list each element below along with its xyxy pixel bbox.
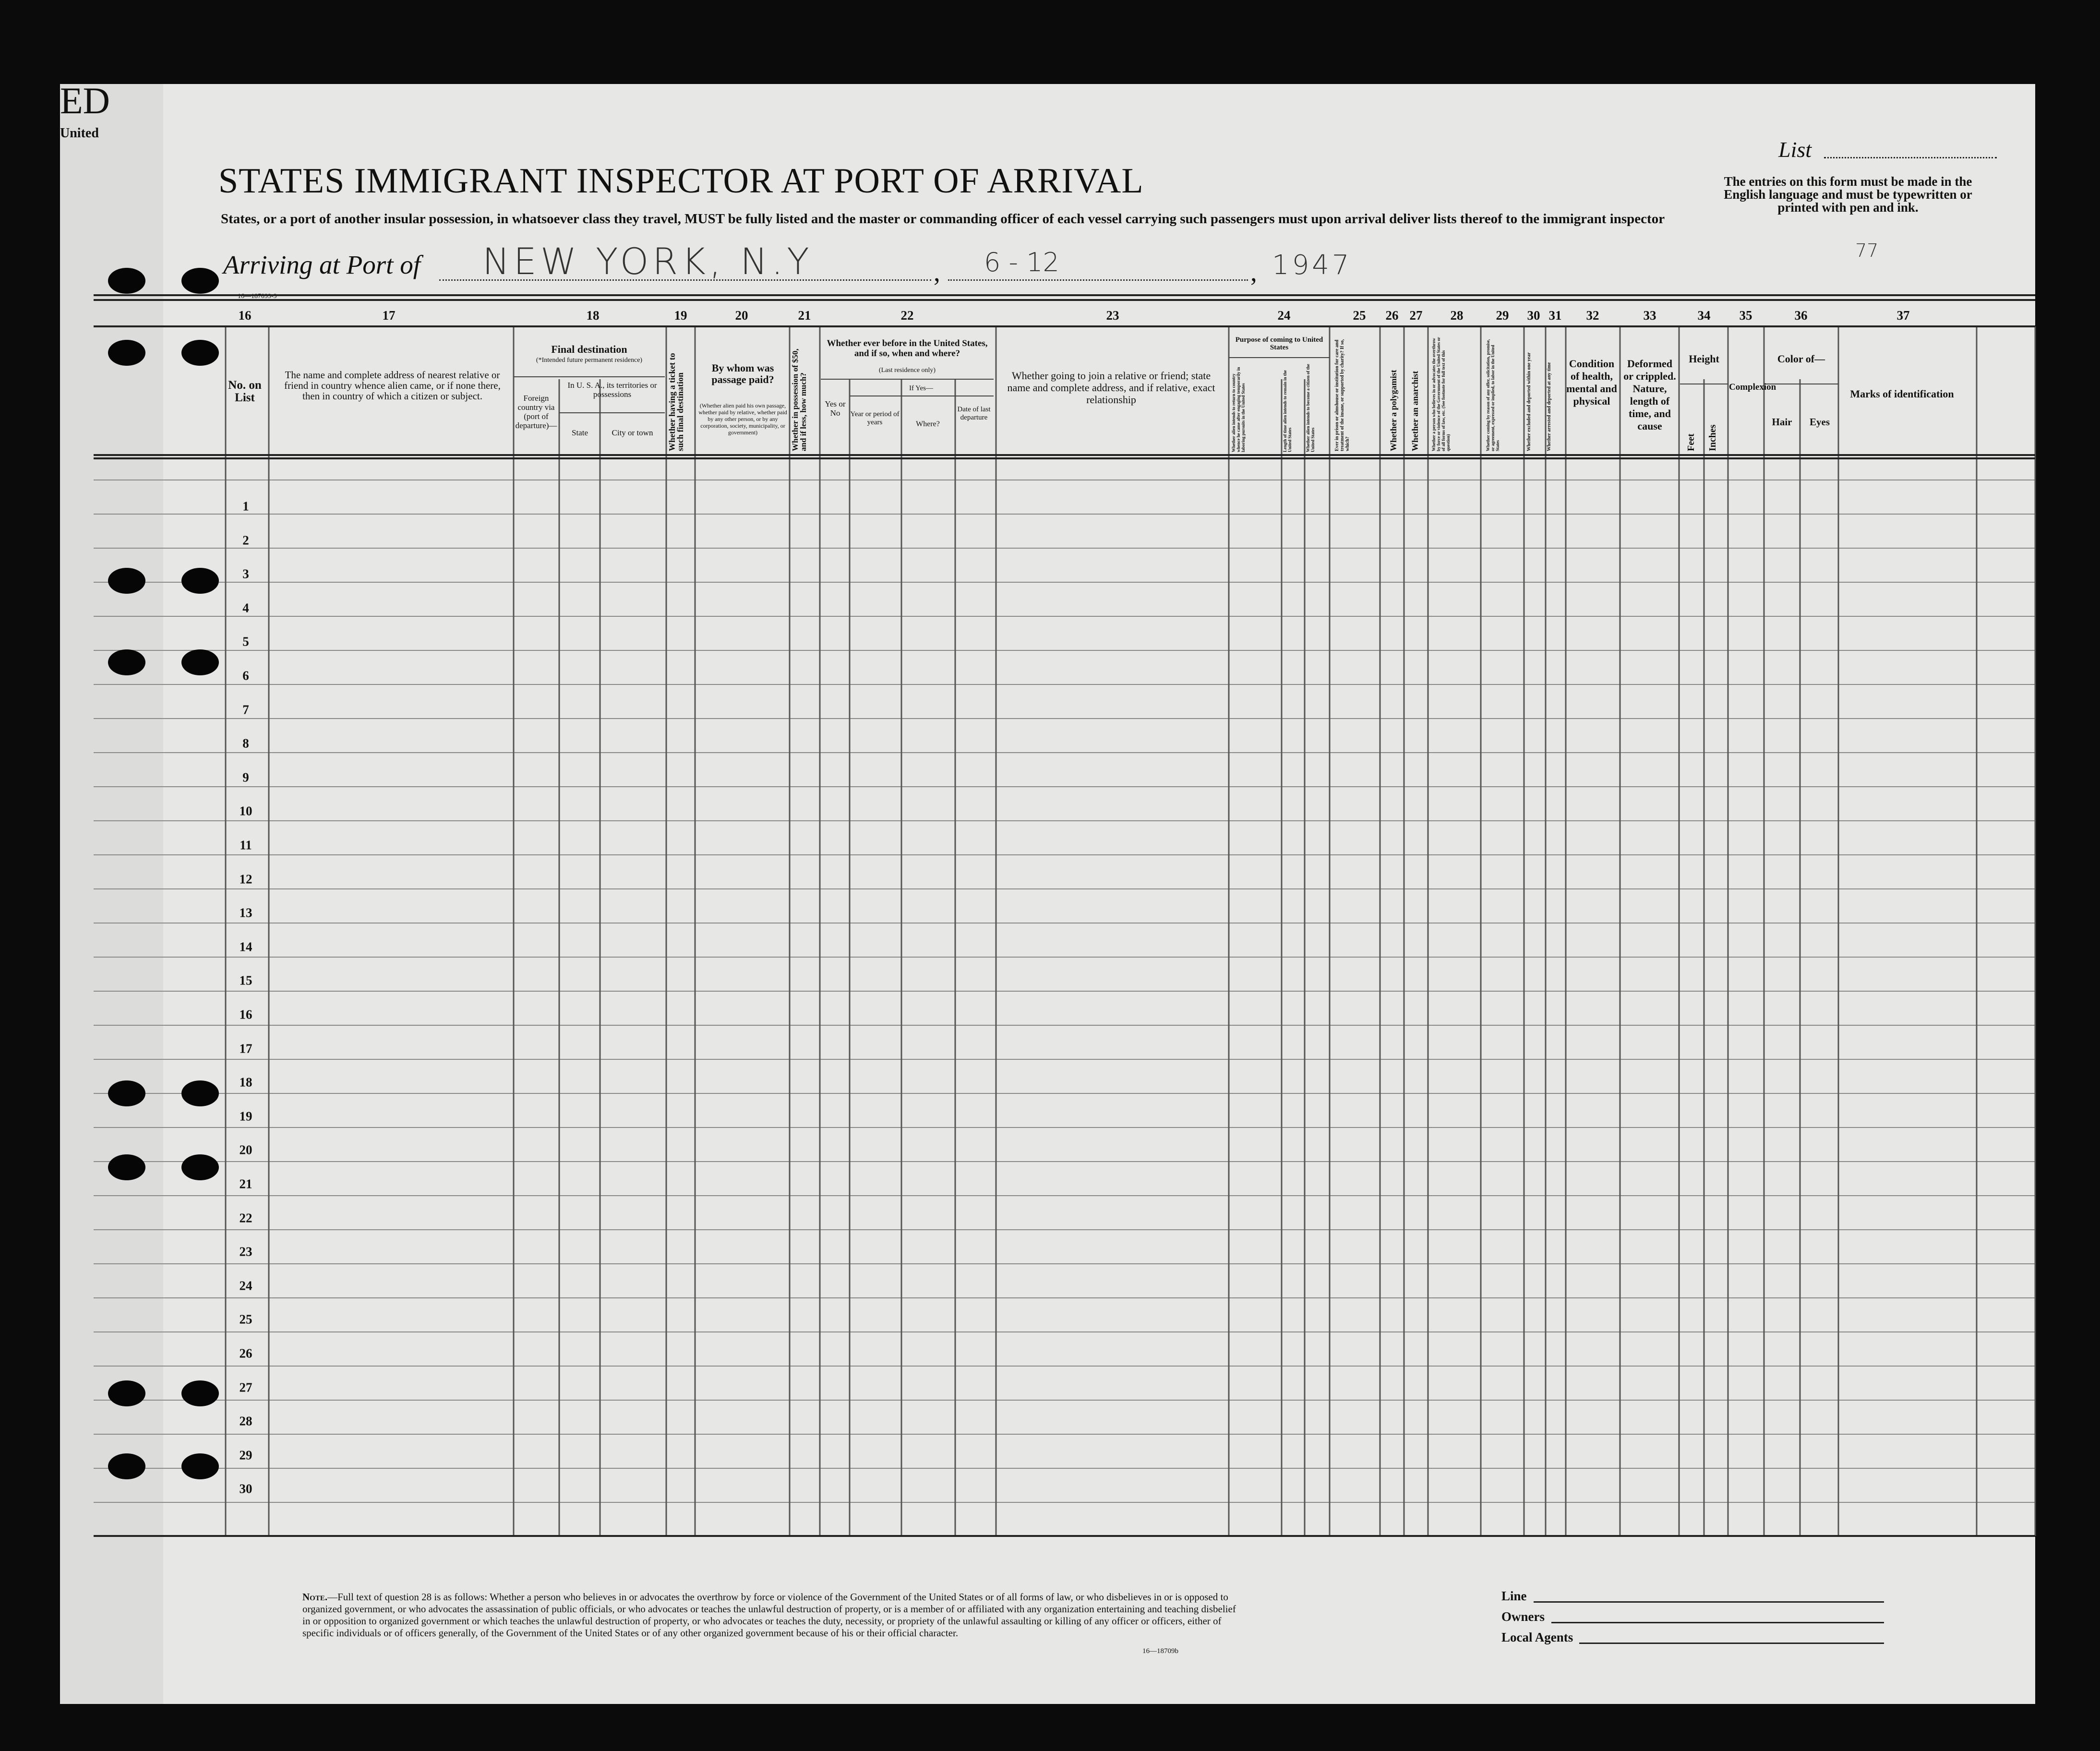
row-number: 6 — [242, 668, 249, 683]
row-number: 20 — [239, 1142, 252, 1157]
c22-date-header: Date of last departure — [957, 406, 991, 421]
row-number: 23 — [239, 1244, 252, 1259]
c24a-header: Whether alien intends to return to country whence he came after engaging temporarily in laboring pursuits in the United States — [1231, 367, 1246, 452]
c24-title: Purpose of coming to United States — [1235, 336, 1323, 351]
partial-heading-left: ED — [60, 80, 110, 121]
column-number-33: 33 — [1643, 308, 1656, 323]
c30-header: Whether excluded and deported within one year — [1526, 352, 1532, 451]
c35-header: Complexion — [1729, 382, 1776, 392]
c21-header: Whether in possession of $50, and if less, how much? — [791, 348, 808, 451]
column-number-34: 34 — [1697, 308, 1711, 323]
column-number-25: 25 — [1353, 308, 1366, 323]
c22-ifyes: If Yes— — [909, 384, 933, 392]
row-number: 7 — [242, 702, 249, 717]
c34-feet-header: Feet — [1686, 433, 1696, 451]
owners-signature-line — [1551, 1622, 1884, 1623]
c19-header: Whether having a ticket to such final destination — [667, 353, 685, 451]
c22-year-header: Year or period of years — [850, 410, 900, 426]
punch-hole — [181, 1154, 219, 1180]
punch-hole — [181, 1080, 219, 1106]
comma-2: , — [1250, 257, 1257, 287]
c25-header: Ever in prison or almshouse or institution for care and treatment of the insane, or supported by charity? If so, which? — [1334, 339, 1350, 451]
row-number: 15 — [239, 973, 252, 988]
row-number: 22 — [239, 1211, 252, 1225]
row-number: 14 — [239, 939, 252, 954]
c22-yesno-header: Yes or No — [825, 399, 846, 418]
row-number: 16 — [239, 1007, 252, 1022]
c37-header: Marks of identification — [1850, 388, 1954, 400]
row-number: 11 — [240, 838, 252, 852]
form-code-top: 16—187099-9 — [238, 293, 277, 300]
row-number: 27 — [239, 1380, 252, 1395]
row-number: 2 — [242, 533, 249, 548]
row-number: 8 — [242, 736, 249, 751]
punch-hole — [108, 1453, 145, 1479]
form-title: STATES IMMIGRANT INSPECTOR AT PORT OF ARRIVAL — [218, 161, 1144, 201]
c28-header: Whether a person who believes in or advocates the overthrow by force or violence of the Government of the United States or of all forms of law, etc. (See footnote for full text of this question) — [1431, 337, 1451, 451]
column-number-24: 24 — [1277, 308, 1291, 323]
column-number-29: 29 — [1496, 308, 1509, 323]
column-number-17: 17 — [382, 308, 396, 323]
row-number: 30 — [239, 1481, 252, 1496]
row-number: 5 — [242, 634, 249, 649]
row-number: 18 — [239, 1075, 252, 1090]
punch-hole — [181, 1453, 219, 1479]
c29-header: Whether coming by reason of any offer, solicitation, promise, or agreement, expressed or implied, to labor in the United States — [1486, 339, 1500, 451]
agents-signature-line — [1579, 1643, 1884, 1644]
punch-hole — [181, 268, 219, 294]
row-number: 28 — [239, 1414, 252, 1428]
c34-inches-header: Inches — [1707, 424, 1718, 451]
column-number-18: 18 — [586, 308, 600, 323]
c18-subtitle: (*Intended future permanent residence) — [536, 357, 643, 364]
c24b-header: Length of time alien intends to remain in the United States — [1283, 370, 1292, 452]
year-value: 1947 — [1272, 250, 1352, 281]
c18-title: Final destination — [551, 343, 627, 355]
row-number: 1 — [242, 499, 249, 514]
column-number-26: 26 — [1385, 308, 1399, 323]
partial-subheading-left: United — [60, 126, 99, 141]
column-number-31: 31 — [1548, 308, 1562, 323]
c20-title: By whom was passage paid? — [711, 362, 774, 385]
date-value: 6 - 12 — [984, 247, 1059, 277]
c18-city-header: City or town — [612, 428, 653, 437]
punch-hole — [108, 1154, 145, 1180]
c18-state-header: State — [572, 428, 588, 437]
port-value: NEW YORK, N.Y — [482, 240, 813, 283]
row-number: 3 — [242, 566, 249, 581]
c18-usa-header: In U. S. A., its territories or possessions — [567, 381, 657, 399]
c18-foreign-header: Foreign country via (port of departure)— — [515, 394, 557, 430]
local-agents-label: Local Agents — [1501, 1630, 1573, 1644]
punch-hole — [181, 568, 219, 594]
punch-hole — [108, 268, 145, 294]
column-number-30: 30 — [1527, 308, 1540, 323]
column-number-20: 20 — [735, 308, 748, 323]
row-number: 19 — [239, 1109, 252, 1124]
comma-1: , — [934, 257, 940, 287]
c36-eyes-header: Eyes — [1810, 416, 1830, 428]
column-number-32: 32 — [1586, 308, 1599, 323]
c31-header: Whether arrested and deported at any time — [1547, 362, 1552, 451]
list-label: List — [1778, 137, 1812, 162]
c20-note: (Whether alien paid his own passage, whether paid by relative, whether paid by any other person, or by any corporation, society, municipality, or government) — [698, 402, 787, 436]
row-number: 29 — [239, 1448, 252, 1463]
c22-where-header: Where? — [916, 420, 940, 428]
c27-header: Whether an anarchist — [1410, 371, 1420, 451]
corner-mark: 77 — [1855, 240, 1879, 261]
column-number-19: 19 — [674, 308, 687, 323]
column-number-21: 21 — [798, 308, 811, 323]
c26-header: Whether a polygamist — [1389, 370, 1398, 451]
column-number-37: 37 — [1896, 308, 1910, 323]
c16-header: No. on List — [228, 379, 262, 404]
row-number: 12 — [239, 872, 252, 887]
column-number-28: 28 — [1450, 308, 1464, 323]
column-number-22: 22 — [900, 308, 914, 323]
punch-hole — [181, 649, 219, 675]
footnote — [302, 1591, 1238, 1639]
column-number-23: 23 — [1106, 308, 1119, 323]
c23-header: Whether going to join a relative or friend; state name and complete address, and if relative, exact relationship — [1007, 370, 1215, 406]
footnote-label: Note. — [302, 1591, 328, 1603]
column-number-36: 36 — [1794, 308, 1808, 323]
punch-hole — [108, 340, 145, 366]
form-number: 16—18709b — [1142, 1647, 1178, 1655]
row-number: 13 — [239, 905, 252, 920]
punch-hole — [108, 568, 145, 594]
c17-header: The name and complete address of nearest relative or friend in country whence alien came, or if none there, then in country of which a citizen or subject. — [284, 369, 501, 402]
row-number: 24 — [239, 1278, 252, 1293]
column-number-27: 27 — [1409, 308, 1423, 323]
punch-hole — [181, 340, 219, 366]
owners-label: Owners — [1501, 1609, 1545, 1624]
c22-title: Whether ever before in the United States, and if so, when and where? — [827, 338, 988, 359]
c33-header: Deformed or crippled. Nature, length of time, and cause — [1623, 358, 1676, 432]
line-signature-line — [1534, 1601, 1884, 1603]
c36-hair-header: Hair — [1772, 416, 1792, 428]
row-number: 25 — [239, 1312, 252, 1327]
row-number: 9 — [242, 770, 249, 785]
column-number-35: 35 — [1739, 308, 1752, 323]
punch-hole — [108, 1080, 145, 1106]
row-number: 4 — [242, 600, 249, 615]
row-number: 21 — [239, 1176, 252, 1191]
row-number: 10 — [239, 804, 252, 818]
c22-subtitle: (Last residence only) — [878, 367, 936, 374]
column-number-16: 16 — [238, 308, 252, 323]
c36-title: Color of— — [1777, 353, 1825, 365]
c34-title: Height — [1689, 353, 1719, 365]
form-subtitle: States, or a port of another insular possession, in whatsoever class they travel, MUST be fully listed and the master or commanding officer of each vessel carrying such passengers must upon arrival deliver lists thereof to the immigrant inspector — [221, 211, 1665, 227]
footnote-text: —Full text of question 28 is as follows: Whether a person who believes in or advocates the overthrow by force or violence of the Government of the United States or of all forms of law, or who disbelieves in or is opposed to organized government, or who advocates the assassination of public officials, or who advocates or teaches the unlawful destruction of property, or is a member of or affiliated with any organization entertaining and teaching disbelief in or opposition to organized government or which teaches the unlawful destruction of property, or who advocates or teaches the duty, necessity, or propriety of the unlawful assaulting or killing of any officer or officers, either of specific individuals or of officers generally, of the Government of the United States or of any other organized government because of his or their official character. — [302, 1591, 1236, 1639]
punch-hole — [181, 1380, 219, 1406]
arriving-label: Arriving at Port of — [223, 250, 420, 279]
entries-note: The entries on this form must be made in the English language and must be typewritten or printed with pen and ink. — [1724, 174, 1972, 215]
line-label: Line — [1501, 1589, 1527, 1603]
punch-hole — [108, 1380, 145, 1406]
c32-header: Condition of health, mental and physical — [1566, 358, 1617, 407]
punch-hole — [108, 649, 145, 675]
row-number: 17 — [239, 1041, 252, 1056]
c24c-header: Whether alien intends to become a citizen of the United States — [1306, 364, 1315, 452]
row-number: 26 — [239, 1346, 252, 1361]
